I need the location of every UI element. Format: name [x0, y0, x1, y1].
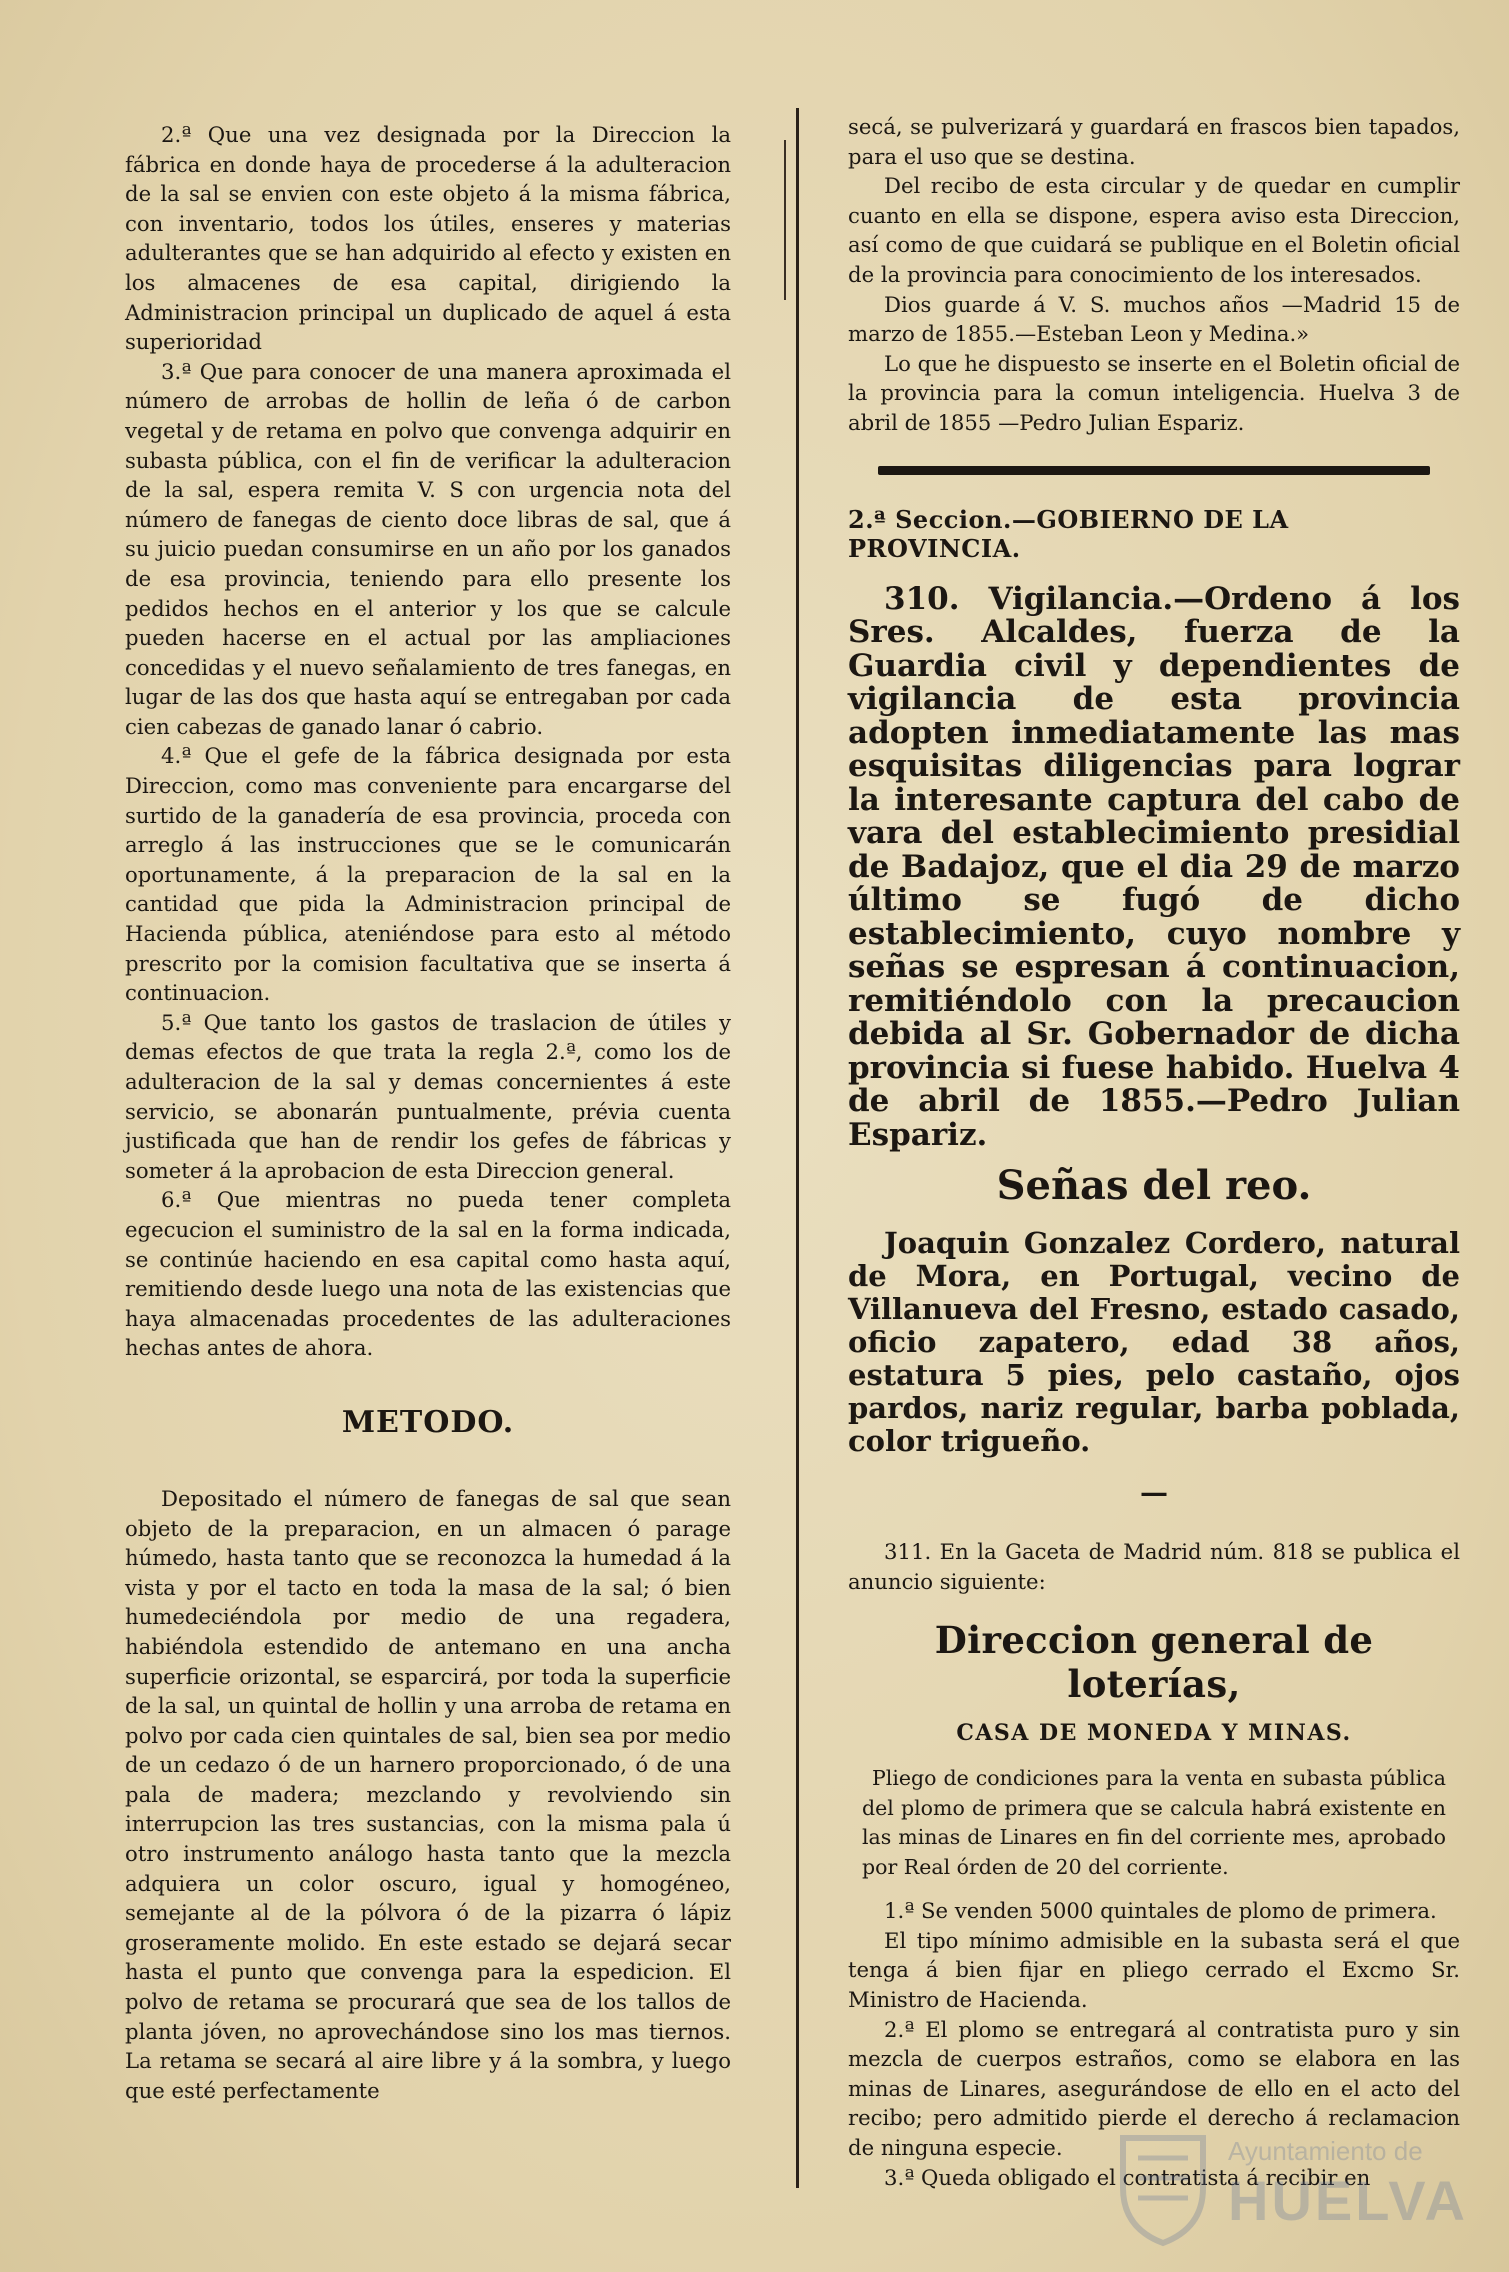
column-divider	[796, 108, 799, 2188]
section-rule	[878, 466, 1430, 475]
rule-6-paragraph: 6.ª Que mientras no pueda tener completa egecucion el suministro de la sal en la forma indicada, se continúe haciendo en esa capital como hasta aquí, remitiendo desde luego una nota de las existencias que haya almacenadas procedentes de las adulteraciones hechas antes de ahora.	[125, 1187, 731, 1361]
pliego-paragraph: Pliego de condiciones para la venta en subasta pública del plomo de primera que se calcula habrá existente en las minas de Linares en fin del corriente mes, aprobado por Real órden de 20 del corriente.	[862, 1766, 1446, 1879]
rule-2-paragraph: 2.ª Que una vez designada por la Direccion la fábrica en donde haya de procederse á la adulteracion de la sal se envien con este objeto á la misma fábrica, con inventario, todos los útiles, enseres y materias adulterantes que se han adquirido al efecto y existen en los almacenes de esa capital, dirigiendo la Administracion principal un duplicado de aquel á esta superioridad	[125, 122, 731, 355]
notice-311: 311. En la Gaceta de Madrid núm. 818 se publica el anuncio siguiente:	[848, 1539, 1460, 1594]
condition-2: 2.ª El plomo se entregará al contratista puro y sin mezcla de cuerpos estraños, como se elabora en las minas de Linares, asegurándose de ello en el acto del recibo; pero admitido pierde el derecho á reclamacion de ninguna especie.	[848, 2016, 1460, 2160]
rule-4-paragraph: 4.ª Que el gefe de la fábrica designada por esta Direccion, como mas conveniente para encargarse del surtido de la ganadería de esa provincia, proceda con arreglo á las instrucciones que se le comunicarán oportunamente, á la preparacion de la sal en la cantidad que pida la Administracion principal de Hacienda pública, ateniéndose para esto al método prescrito por la comision facultativa que se inserta á continuacion.	[125, 743, 731, 1006]
metodo-heading: METODO.	[341, 1404, 515, 1440]
coat-of-arms-icon	[1108, 2128, 1218, 2248]
rule-3-paragraph: 3.ª Que para conocer de una manera aproximada el número de arrobas de hollin de leña ó de carbon vegetal y de retama en polvo que convenga adquirir en subasta pública, con el fin de verificar la adulteracion de la sal, espera remita V. S con urgencia nota del número de fanegas de ciento doce libras de sal, que á su juicio puedan consumirse en un año por los ganados de esa provincia, teniendo para ello presente los pedidos hechos en el anterior y los que se calcule pueden hacerse en el actual por las ampliaciones concedidas y el nuevo señalamiento de tres fanegas, en lugar de las dos que hasta aquí se entregaban por cada cien cabezas de ganado lanar ó cabrio.	[125, 358, 731, 739]
watermark-line2: HUELVA	[1228, 2169, 1468, 2232]
left-column	[125, 120, 731, 2105]
section-heading: 2.ª Seccion.—GOBIERNO DE LA PROVINCIA.	[848, 504, 1289, 563]
condition-1: 1.ª Se venden 5000 quintales de plomo de primera.	[884, 1898, 1437, 1924]
watermark-stamp	[1108, 2128, 1468, 2248]
right-column	[848, 112, 1460, 2192]
senas-heading: Señas del reo.	[996, 1162, 1312, 1210]
signature-madrid: Dios guarde á V. S. muchos años —Madrid 15 de marzo de 1855.—Esteban Leon y Medina.»	[848, 291, 1460, 347]
notice-310: 310. Vigilancia.—Ordeno á los Sres. Alcaldes, fuerza de la Guardia civil y dependientes de vigilancia de esta provincia adopten inmediatamente las mas esquisitas diligencias para lograr la interesante captura del cabo de vara del establecimiento presidial de Badajoz, que el dia 29 de marzo último se fugó de dicho establecimiento, cuyo nombre y señas se espresan á continuacion, remitiéndolo con la precaucion debida al Sr. Gobernador de dicha provincia si fuese habido. Huelva 4 de abril de 1855.—Pedro Julian Espariz.	[848, 580, 1460, 1153]
direccion-heading: Direccion general de loterías,	[934, 1618, 1374, 1707]
continued-paragraph: secá, se pulverizará y guardará en frascos bien tapados, para el uso que se destina.	[848, 114, 1460, 169]
watermark-line1: Ayuntamiento de	[1228, 2136, 1423, 2166]
dispuesto-paragraph: Lo que he dispuesto se inserte en el Boletin oficial de la provincia para la comun inteligencia. Huelva 3 de abril de 1855 —Pedro Julian Espariz.	[848, 350, 1460, 435]
margin-mark	[784, 140, 786, 300]
separator-dash: —	[1140, 1476, 1168, 1510]
metodo-paragraph: Depositado el número de fanegas de sal que sean objeto de la preparacion, en un almacen ó parage húmedo, hasta tanto que se reconozca la humedad á la vista y por el tacto en toda la masa de la sal; ó bien humedeciéndola por medio de una regadera, habiéndola estendido de antemano en una ancha superficie orizontal, se esparcirá, por toda la superficie de la sal, un quintal de hollin y una arroba de retama en polvo por cada cien quintales de sal, bien sea por medio de un cedazo ó de un harnero proporcionado, ó de una pala de madera; mezclando y revolviendo sin interrupcion las tres sustancias, con la misma pala ú otro instrumento análogo hasta tanto que la mezcla adquiera un color oscuro, igual y homogéneo, semejante al de la pólvora ó de la pizarra ó lápiz groseramente molido. En este estado se dejará secar hasta el punto que convenga para la espedicion. El polvo de retama se procurará que sea de los tallos de planta jóven, no aprovechándose sino los mas tiernos. La retama se secará al aire libre y á la sombra, y luego que esté perfectamente	[125, 1485, 731, 2103]
rule-5-paragraph: 5.ª Que tanto los gastos de traslacion de útiles y demas efectos de que trata la regla 2.ª, como los de adulteracion de la sal y demas concernientes á este servicio, se abonarán puntualmente, prévia cuenta justificada que han de rendir los gefes de fábricas y someter á la aprobacion de esta Direccion general.	[125, 1009, 731, 1183]
casa-moneda-heading: CASA DE MONEDA Y MINAS.	[956, 1720, 1352, 1747]
recibo-paragraph: Del recibo de esta circular y de quedar en cumplir cuanto en ella se dispone, espera aviso esta Direccion, así como de que cuidará se publique en el Boletin oficial de la provincia para conocimiento de los interesados.	[848, 173, 1460, 287]
tipo-paragraph: El tipo mínimo admisible en la subasta será el que tenga á bien fijar en pliego cerrado el Excmo Sr. Ministro de Hacienda.	[848, 1927, 1460, 2012]
condition-3: 3.ª Queda obligado el contratista á recibir en	[884, 2164, 1371, 2190]
senas-paragraph: Joaquin Gonzalez Cordero, natural de Mora, en Portugal, vecino de Villanueva del Fresno, estado casado, oficio zapatero, edad 38 años, estatura 5 pies, pelo castaño, ojos pardos, nariz regular, barba poblada, color trigueño.	[848, 1226, 1460, 1459]
